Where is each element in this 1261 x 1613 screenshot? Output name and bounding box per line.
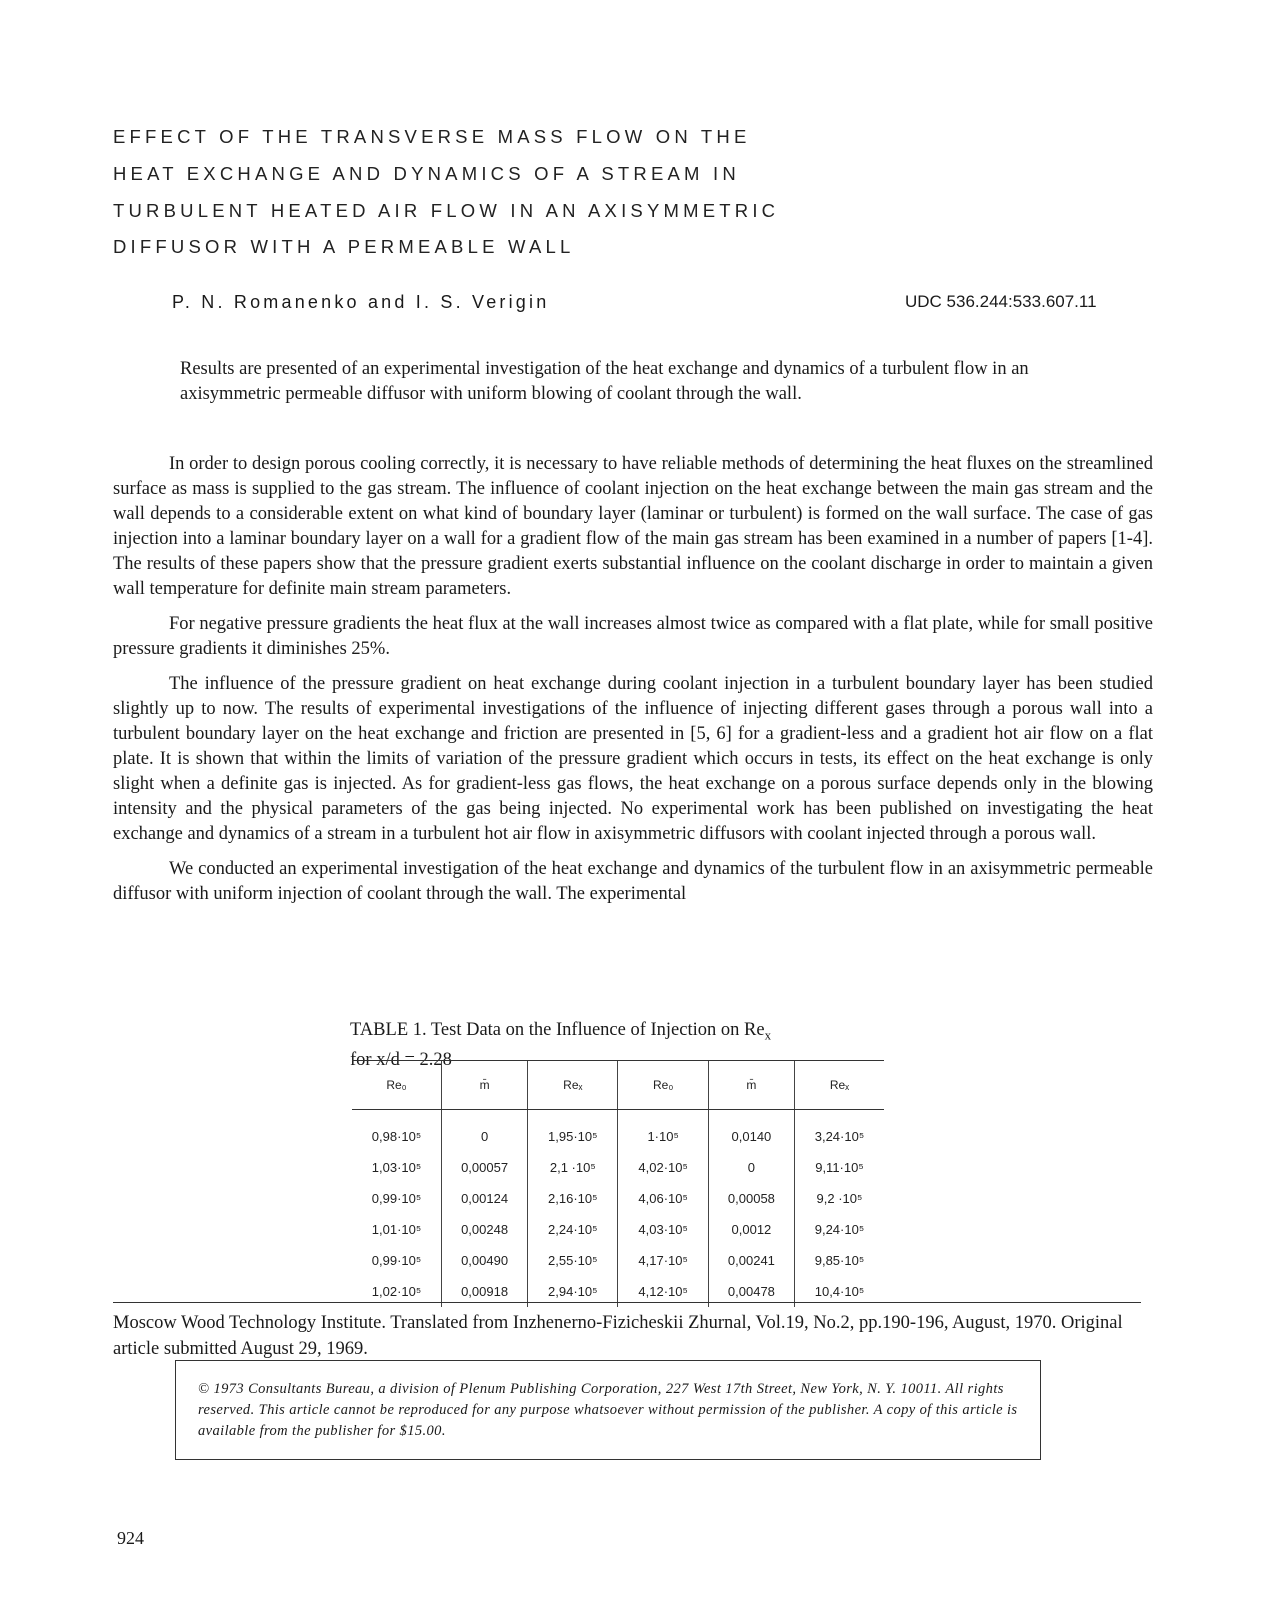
table-cell: 2,16·10⁵ bbox=[528, 1183, 618, 1214]
table-cell: 1·10⁵ bbox=[618, 1110, 708, 1153]
table-cell: 0,99·10⁵ bbox=[371, 1253, 422, 1268]
table-body bbox=[352, 1110, 884, 1308]
table-cell: 0,98·10⁵ bbox=[371, 1129, 422, 1144]
table-cell: 0,00058 bbox=[708, 1183, 794, 1214]
footnote-divider bbox=[113, 1302, 1141, 1303]
table-cell: 9,24·10⁵ bbox=[794, 1214, 884, 1245]
header-rex-2: Reₓ bbox=[794, 1061, 884, 1110]
header-rex-1: Reₓ bbox=[528, 1061, 618, 1110]
table-cell: 10,4·10⁵ bbox=[794, 1276, 884, 1307]
table-cell: 2,24·10⁵ bbox=[528, 1214, 618, 1245]
header-m-1: m̄ bbox=[442, 1061, 528, 1110]
data-table bbox=[352, 1060, 884, 1307]
footnote: Moscow Wood Technology Institute. Translated from Inzhenerno-Fizicheskii Zhurnal, Vol.19, No.2, pp.190-196, August, 1970. Original article submitted August 29, 1969. bbox=[113, 1313, 1123, 1359]
title-line-3: TURBULENT HEATED AIR FLOW IN AN AXISYMMETRIC bbox=[113, 200, 780, 221]
copyright-text: © 1973 Consultants Bureau, a division of Plenum Publishing Corporation, 227 West 17th Street, New York, N. Y. 10011. All rights reserved. This article cannot be reproduced for any purpose whatsoever without permission of the publisher. A copy of this article is available from the publisher for $15.00. bbox=[198, 1381, 1018, 1439]
paragraph-3: The influence of the pressure gradient on heat exchange during coolant injection in a turbulent boundary layer has been studied slightly up to now. The results of experimental investigations of the influence of injecting different gases through a porous wall into a turbulent boundary layer on the heat exchange and friction are presented in [5, 6] for a gradient-less and a gradient hot air flow on a flat plate. It is shown that within the limits of variation of the pressure gradient which occurs in tests, its effect on the heat exchange is only slight when a definite gas is injected. As for gradient-less gas flows, the heat exchange on a porous surface depends only in the blowing intensity and the physical parameters of the gas being injected. No experimental work has been published on investigating the heat exchange and dynamics of a stream in a turbulent hot air flow in axisymmetric diffusors with coolant injected through a porous wall. bbox=[113, 674, 1153, 844]
table-cell: 0,0012 bbox=[708, 1214, 794, 1245]
table-cell: 2,94·10⁵ bbox=[528, 1276, 618, 1307]
header-m-2: m̄ bbox=[708, 1061, 794, 1110]
table-cell: 1,03·10⁵ bbox=[371, 1160, 422, 1175]
table-cell: 0,00241 bbox=[708, 1245, 794, 1276]
body-text bbox=[113, 452, 1153, 917]
header-re0-1: Re₀ bbox=[352, 1061, 442, 1110]
table-caption-text: TABLE 1. Test Data on the Influence of Injection on Re bbox=[350, 1020, 765, 1040]
title-line-2: HEAT EXCHANGE AND DYNAMICS OF A STREAM IN bbox=[113, 163, 740, 184]
table-cell: 0,0140 bbox=[708, 1110, 794, 1153]
table-cell: 0,00478 bbox=[708, 1276, 794, 1307]
table-cell: 0,00918 bbox=[442, 1276, 528, 1307]
table-cell: 0,00490 bbox=[442, 1245, 528, 1276]
paragraph-4: We conducted an experimental investigation of the heat exchange and dynamics of the turbulent flow in an axisymmetric permeable diffusor with uniform injection of coolant through the wall. The experimental bbox=[113, 859, 1153, 904]
table-cell: 0 bbox=[708, 1152, 794, 1183]
table-cell: 4,02·10⁵ bbox=[618, 1152, 708, 1183]
copyright-notice bbox=[175, 1360, 1041, 1460]
paragraph-1: In order to design porous cooling correctly, it is necessary to have reliable methods of determining the heat fluxes on the streamlined surface as mass is supplied to the gas stream. The influence of coolant injection on the heat exchange between the main gas stream and the wall depends to a considerable extent on what kind of boundary layer (laminar or turbulent) is formed on the wall surface. The case of gas injection into a laminar boundary layer on a wall for a gradient flow of the main gas stream has been examined in a number of papers [1-4]. The results of these papers show that the pressure gradient exerts substantial influence on the coolant discharge in order to maintain a given wall temperature for definite main stream parameters. bbox=[113, 454, 1153, 599]
table-cell: 2,1 ·10⁵ bbox=[528, 1152, 618, 1183]
authors: P. N. Romanenko and I. S. Verigin bbox=[172, 292, 550, 312]
table-cell: 4,17·10⁵ bbox=[618, 1245, 708, 1276]
table-header-row bbox=[352, 1061, 884, 1110]
table-row bbox=[352, 1152, 884, 1183]
udc-code: UDC 536.244:533.607.11 bbox=[905, 292, 1097, 311]
header-re0-2: Re₀ bbox=[618, 1061, 708, 1110]
table-cell: 0,00057 bbox=[442, 1152, 528, 1183]
table-cell: 4,12·10⁵ bbox=[618, 1276, 708, 1307]
paragraph-2: For negative pressure gradients the heat flux at the wall increases almost twice as compared with a flat plate, while for small positive pressure gradients it diminishes 25%. bbox=[113, 614, 1153, 659]
table-row bbox=[352, 1110, 884, 1153]
table-cell: 4,06·10⁵ bbox=[618, 1183, 708, 1214]
table-cell: 9,2 ·10⁵ bbox=[794, 1183, 884, 1214]
table-caption-subscript: x bbox=[764, 1027, 772, 1043]
title-line-4: DIFFUSOR WITH A PERMEABLE WALL bbox=[113, 236, 575, 257]
table-cell: 0,00248 bbox=[442, 1214, 528, 1245]
title-line-1: EFFECT OF THE TRANSVERSE MASS FLOW ON THE bbox=[113, 126, 751, 147]
table-caption-line2: for x/d = 2.28 bbox=[350, 1049, 452, 1070]
table-cell: 2,55·10⁵ bbox=[528, 1245, 618, 1276]
table-row bbox=[352, 1245, 884, 1276]
table-row bbox=[352, 1183, 884, 1214]
table-row bbox=[352, 1214, 884, 1245]
table-cell: 4,03·10⁵ bbox=[618, 1214, 708, 1245]
table-cell: 0,99·10⁵ bbox=[371, 1191, 422, 1206]
abstract: Results are presented of an experimental investigation of the heat exchange and dynamics of a turbulent flow in an axisymmetric permeable diffusor with uniform blowing of coolant through the wall. bbox=[180, 359, 1029, 404]
table-cell: 1,02·10⁵ bbox=[371, 1284, 422, 1299]
table-cell: 0 bbox=[442, 1110, 528, 1153]
table-cell: 1,95·10⁵ bbox=[528, 1110, 618, 1153]
table-cell: 9,85·10⁵ bbox=[794, 1245, 884, 1276]
table-cell: 9,11·10⁵ bbox=[794, 1152, 884, 1183]
table-cell: 3,24·10⁵ bbox=[794, 1110, 884, 1153]
table-cell: 0,00124 bbox=[442, 1183, 528, 1214]
page-number: 924 bbox=[117, 1528, 144, 1548]
table-cell: 1,01·10⁵ bbox=[371, 1222, 422, 1237]
